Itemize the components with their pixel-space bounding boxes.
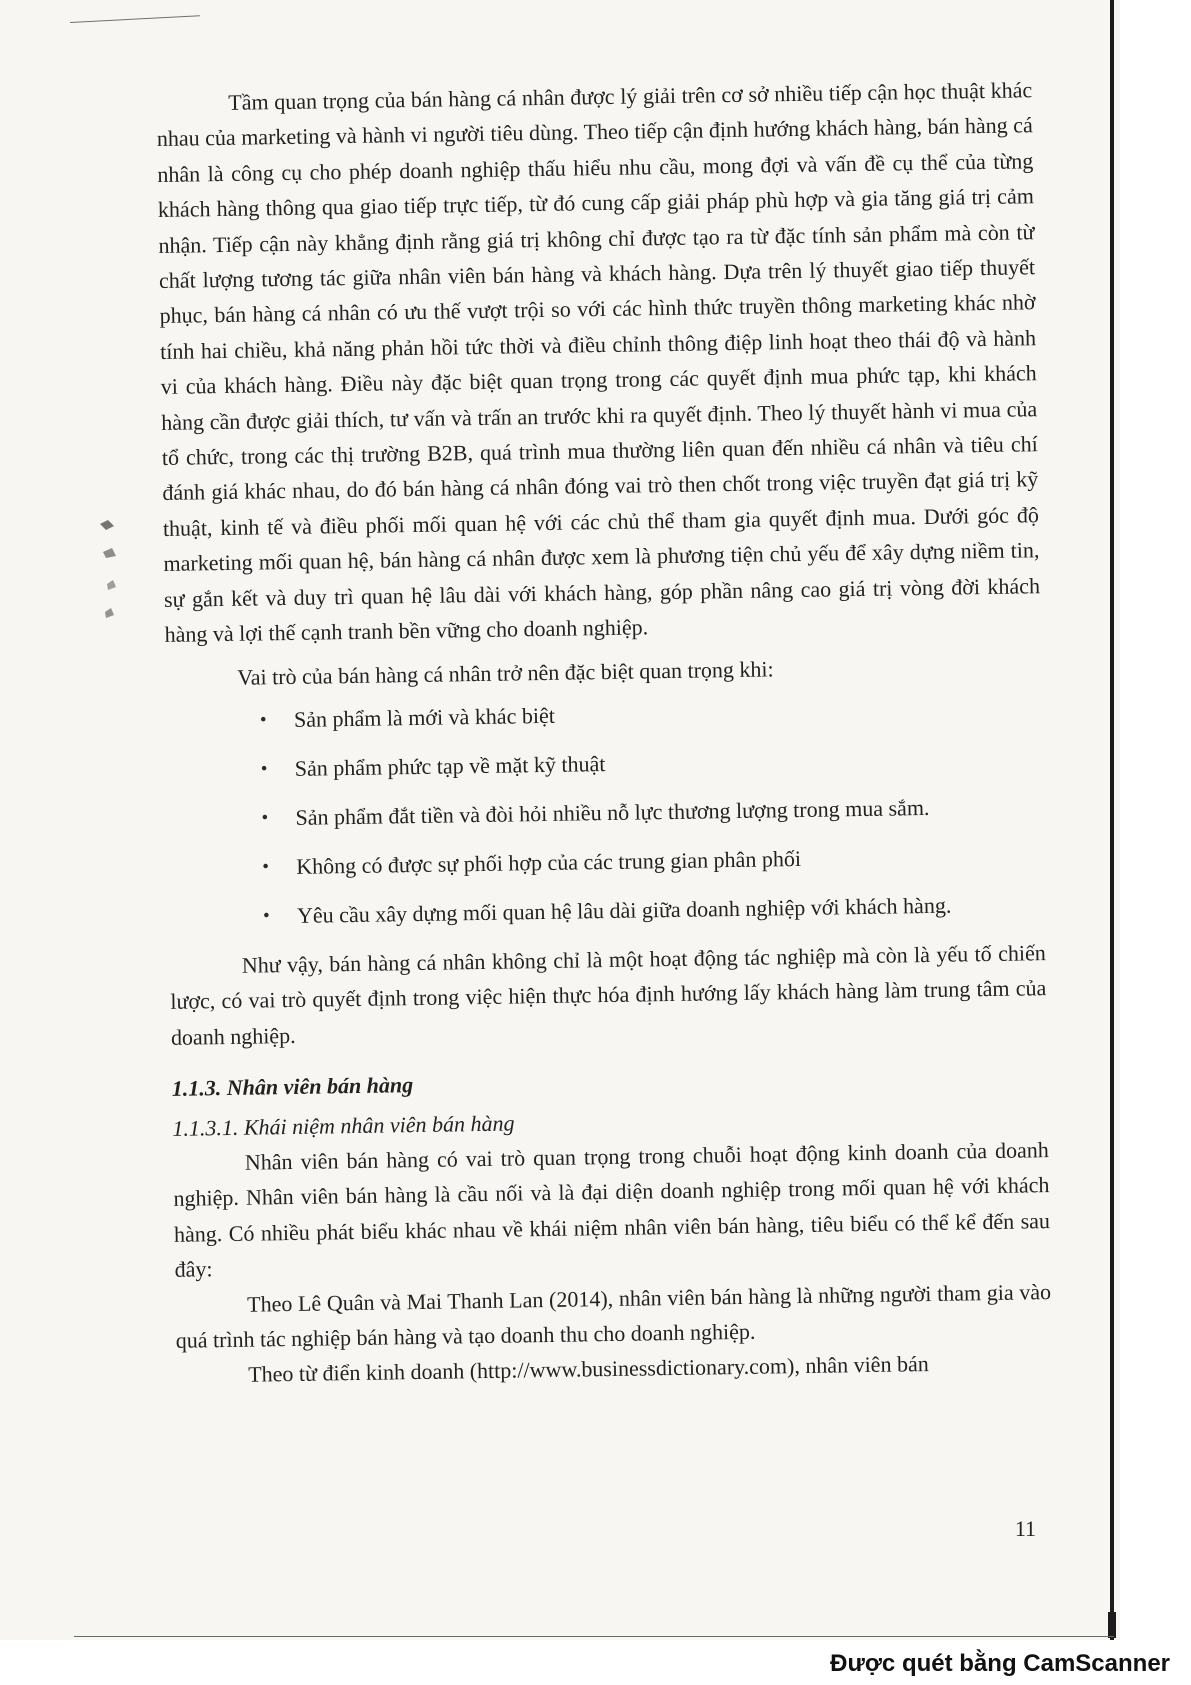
body-paragraph-importance: Tầm quan trọng của bán hàng cá nhân được lý giải trên cơ sở nhiều tiếp cận học thuật khác nhau của marketing và hành vi người tiêu dùng. Theo tiếp cận định hướng khách hàng, bán hàng cá nhân là công cụ cho phép doanh nghiệp thấu hiểu nhu cầu, mong đợi và vấn đề cụ thể của từng khách hàng thông qua giao tiếp trực tiếp, từ đó cung cấp giải pháp phù hợp và gia tăng giá trị cảm nhận. Tiếp cận này khẳng định rằng giá trị không chỉ được tạo ra từ đặc tính sản phẩm mà còn từ chất lượng tương tác giữa nhân viên bán hàng và khách hàng. Dựa trên lý thuyết giao tiếp thuyết phục, bán hàng cá nhân có ưu thế vượt trội so với các hình thức truyền thông marketing khác nhờ tính hai chiều, khả năng phản hồi tức thời và điều chỉnh thông điệp linh hoạt theo thái độ và hành vi của khách hàng. Điều này đặc biệt quan trọng trong các quyết định mua phức tạp, khi khách hàng cần được giải thích, tư vấn và trấn an trước khi ra quyết định. Theo lý thuyết hành vi mua của tổ chức, trong các thị trường B2B, quá trình mua thường liên quan đến nhiều cá nhân và tiêu chí đánh giá khác nhau, do đó bán hàng cá nhân đóng vai trò then chốt trong việc truyền đạt giá trị kỹ thuật, kinh tế và điều phối mối quan hệ với các chủ thể tham gia quyết định mua. Dưới góc độ marketing mối quan hệ, bán hàng cá nhân được xem là phương tiện chủ yếu để xây dựng niềm tin, sự gắn kết và duy trì quan hệ lâu dài với khách hàng, góp phần nâng cao giá trị vòng đời khách hàng và lợi thế cạnh tranh bền vững cho doanh nghiệp.	[156, 77, 1041, 648]
bottom-right-scan-corner	[1108, 1612, 1116, 1638]
body-paragraph-le-quan-definition: Theo Lê Quân và Mai Thanh Lan (2014), nhân viên bán hàng là những người tham gia vào quá trình tác nghiệp bán hàng và tạo doanh thu cho doanh nghiệp.	[175, 1278, 1052, 1353]
subsection-heading: 1.1.3.1. Khái niệm nhân viên bán hàng	[172, 1110, 515, 1141]
body-paragraph-dictionary-definition: Theo từ điển kinh doanh (http://www.businessdictionary.com), nhân viên bán	[248, 1351, 929, 1388]
top-edge-shadow-line	[70, 15, 200, 23]
bullet-item: • Yêu cầu xây dựng mối quan hệ lâu dài giữa doanh nghiệp với khách hàng.	[169, 886, 1045, 935]
body-paragraph-conclusion: Như vậy, bán hàng cá nhân không chỉ là một hoạt động tác nghiệp mà còn là yếu tố chiến lược, có vai trò quyết định trong việc hiện thực hóa định hướng lấy khách hàng làm trung tâm của doanh nghiệp.	[170, 940, 1047, 1050]
bullet-item: • Sản phẩm phức tạp về mặt kỹ thuật	[166, 739, 1042, 788]
section-heading: 1.1.3. Nhân viên bán hàng	[171, 1072, 414, 1101]
page-number: 11	[1014, 1516, 1036, 1541]
right-scan-border	[1110, 0, 1114, 1640]
camscanner-watermark: Được quét bằng CamScanner	[830, 1650, 1170, 1677]
document-body	[156, 72, 1052, 1393]
bullet-item: • Sản phẩm là mới và khác biệt	[166, 690, 1042, 739]
bullet-item: • Sản phẩm đắt tiền và đòi hỏi nhiều nỗ lực thương lượng trong mua sắm.	[167, 788, 1043, 837]
roles-bullet-list	[166, 690, 1046, 935]
bullet-item: • Không có được sự phối hợp của các trung gian phân phối	[168, 837, 1044, 886]
margin-bleed-marks	[96, 518, 130, 638]
bottom-edge-shadow-line	[74, 1636, 1114, 1637]
margin-bleed-marks-graphic	[96, 518, 130, 638]
body-paragraph-roles-intro: Vai trò của bán hàng cá nhân trở nên đặc biệt quan trọng khi:	[237, 655, 774, 690]
body-paragraph-salesperson-role: Nhân viên bán hàng có vai trò quan trọng trong chuỗi hoạt động kinh doanh của doanh nghiệp. Nhân viên bán hàng là cầu nối và là đại diện doanh nghiệp trong mối quan hệ với khách hàng. Có nhiều phát biểu khác nhau về khái niệm nhân viên bán hàng, tiêu biểu có thể kể đến sau đây:	[173, 1137, 1051, 1283]
